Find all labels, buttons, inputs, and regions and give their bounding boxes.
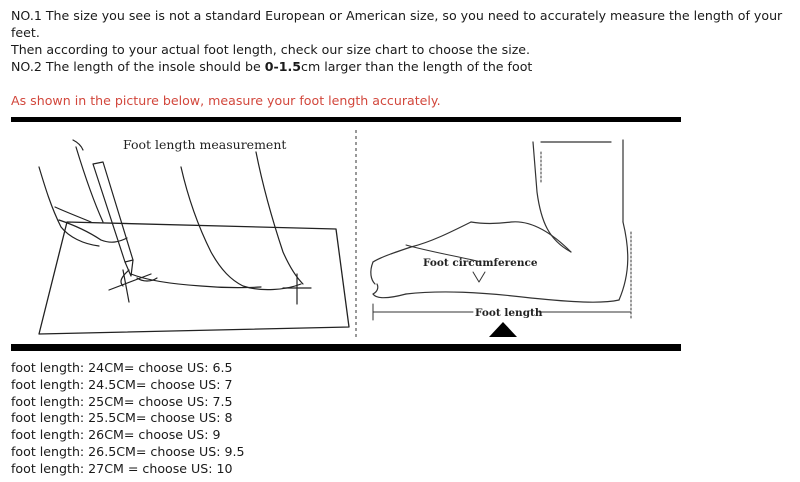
size-chart-row: foot length: 24.5CM= choose US: 7 xyxy=(11,376,233,392)
left-measurement-illustration xyxy=(39,140,349,334)
measure-instruction: As shown in the picture below, measure your foot length accurately. xyxy=(11,93,441,108)
size-chart-row: foot length: 27CM = choose US: 10 xyxy=(11,460,233,476)
size-chart-row: foot length: 25.5CM= choose US: 8 xyxy=(11,410,233,426)
size-chart-list xyxy=(11,360,245,478)
top-rule xyxy=(11,117,681,122)
size-chart-row: foot length: 26CM= choose US: 9 xyxy=(11,427,221,443)
right-foot-profile xyxy=(371,140,631,320)
insole-note xyxy=(11,58,532,75)
intro-text xyxy=(11,7,796,58)
intro-line-2: Then according to your actual foot length, check our size chart to choose the size. xyxy=(11,42,531,57)
insole-note-prefix: NO.2 The length of the insole should be xyxy=(11,59,265,74)
size-chart-row: foot length: 25CM= choose US: 7.5 xyxy=(11,393,233,409)
foot-length-marker xyxy=(489,322,517,337)
insole-note-range: 0-1.5 xyxy=(264,59,302,74)
paper-sheet xyxy=(39,222,349,334)
size-chart-row: foot length: 24CM= choose US: 6.5 xyxy=(11,360,233,375)
insole-note-suffix: cm larger than the length of the foot xyxy=(301,59,533,74)
intro-line-1: NO.1 The size you see is not a standard European or American size, so you need to accurately measure the length of your feet. xyxy=(11,8,783,40)
foot-circumference-label: Foot circumference xyxy=(423,257,538,269)
bottom-rule xyxy=(11,344,681,351)
size-chart-row: foot length: 26.5CM= choose US: 9.5 xyxy=(11,443,245,459)
foot-length-label: Foot length xyxy=(475,307,543,319)
left-figure-title: Foot length measurement xyxy=(123,137,287,152)
foot-measurement-figure xyxy=(11,112,681,357)
